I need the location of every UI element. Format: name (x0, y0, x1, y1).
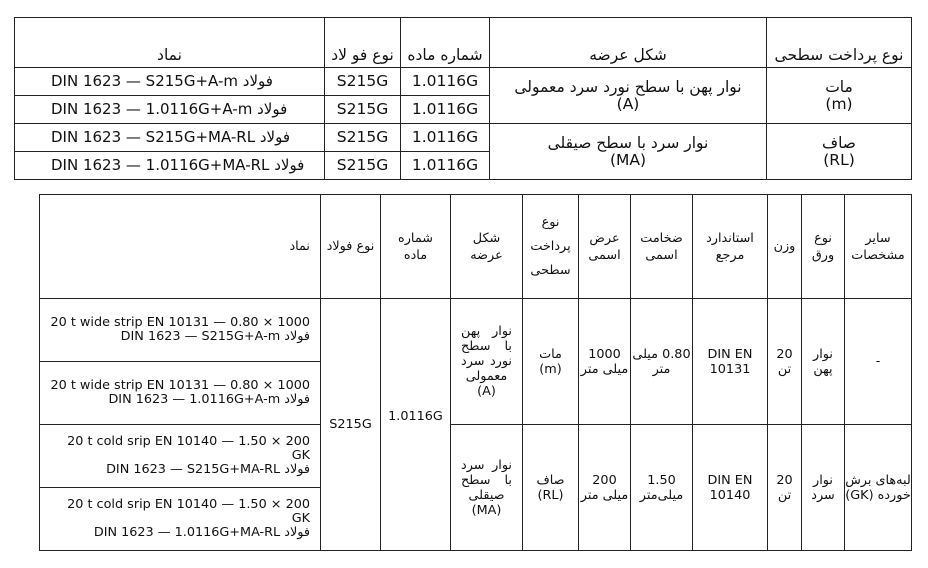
delivery-form-cell (490, 68, 767, 124)
surface-finish-code: (m) (825, 94, 853, 113)
symbol-designation: DIN 1623 — S215G+MA-RL (106, 462, 281, 477)
surface-finish-text: مات (539, 346, 562, 362)
header-other-specs: سایر مشخصات (845, 195, 912, 299)
order-specification-table (39, 194, 912, 551)
header-material-number: شماره ماده (401, 18, 490, 68)
symbol-cell (40, 299, 321, 362)
symbol-steel-word: فولاد (242, 72, 273, 90)
nominal-width-cell: 200 میلی متر (579, 425, 631, 551)
symbol-designation: DIN 1623 — 1.0116G+MA-RL (51, 156, 270, 174)
surface-finish-cell (767, 68, 912, 124)
sheet-type-cell: نوار پهن (802, 299, 845, 425)
reference-standard-cell: DIN EN 10131 (693, 299, 768, 425)
header-symbol: نماد (15, 18, 325, 68)
header-nominal-width: عرض اسمی (579, 195, 631, 299)
table-row (15, 68, 912, 96)
surface-finish-cell (523, 425, 579, 551)
symbol-steel-word: فولاد (259, 128, 291, 146)
weight-cell: 20 تن (768, 425, 802, 551)
surface-finish-text: مات (825, 77, 853, 96)
symbol-designation: DIN 1623 — S215G+A-m (51, 72, 238, 90)
table-row (40, 299, 912, 362)
surface-finish-text: صاف (536, 472, 565, 488)
symbol-order-line: 20 t cold srip EN 10140 — 1.50 × 200 GK (67, 497, 310, 526)
symbol-designation: DIN 1623 — 1.0116G+MA-RL (93, 525, 281, 540)
symbol-cell (15, 152, 325, 180)
symbol-designation-line (48, 526, 310, 540)
steel-type-cell: S215G (325, 68, 401, 96)
header-nominal-thickness: ضخامت اسمی (631, 195, 693, 299)
symbol-order-line: 20 t wide strip EN 10131 — 0.80 × 1000 (50, 378, 310, 393)
table-header-row (15, 18, 912, 68)
symbol-steel-word: فولاد (274, 156, 305, 174)
header-sheet-type: نوع ورق (802, 195, 845, 299)
symbol-designation: DIN 1623 — 1.0116G+A-m (51, 100, 253, 118)
symbol-designation: DIN 1623 — 1.0116G+A-m (108, 392, 281, 407)
nominal-width-cell: 1000 میلی متر (579, 299, 631, 425)
symbol-designation-line (48, 393, 310, 407)
header-surface-finish: نوع پرداخت سطحی (523, 195, 579, 299)
header-steel-type: نوع فولاد (321, 195, 381, 299)
other-specs-cell: لبه‌های برش خورده (GK) (845, 425, 912, 551)
header-surface-finish: نوع پرداخت سطحی (767, 18, 912, 68)
steel-type-cell: S215G (325, 96, 401, 124)
header-symbol: نماد (40, 195, 321, 299)
material-number-cell: 1.0116G (401, 96, 490, 124)
header-delivery-form: شکل عرضه (490, 18, 767, 68)
surface-finish-code: (RL) (537, 487, 564, 503)
surface-finish-code: (RL) (823, 150, 855, 169)
symbol-cell (15, 96, 325, 124)
delivery-form-cell (451, 425, 523, 551)
header-reference-standard: استاندارد مرجع (693, 195, 768, 299)
delivery-form-text: نوار سرد با سطح صیقلی (461, 457, 512, 503)
nominal-thickness-cell: 1.50 میلی‌متر (631, 425, 693, 551)
header-weight: وزن (768, 195, 802, 299)
material-number-cell: 1.0116G (381, 299, 451, 551)
symbol-cell (40, 425, 321, 488)
symbol-steel-word: فولاد (284, 525, 310, 540)
table-row (15, 124, 912, 152)
table-row (40, 425, 912, 488)
designation-summary-table (14, 17, 912, 180)
material-number-cell: 1.0116G (401, 124, 490, 152)
surface-finish-text: صاف (822, 133, 856, 152)
surface-finish-cell (523, 299, 579, 425)
delivery-form-code: (A) (616, 94, 640, 113)
surface-finish-cell (767, 124, 912, 180)
symbol-cell (15, 124, 325, 152)
other-specs-cell: - (845, 299, 912, 425)
symbol-designation: DIN 1623 — S215G+A-m (120, 329, 281, 344)
symbol-cell (40, 488, 321, 551)
nominal-thickness-cell: 0.80 میلی متر (631, 299, 693, 425)
delivery-form-text: نوار پهن با سطح نورد سرد معمولی (461, 324, 512, 384)
header-steel-type: نوع فو لاد (325, 18, 401, 68)
material-number-cell: 1.0116G (401, 68, 490, 96)
steel-type-cell: S215G (321, 299, 381, 551)
symbol-steel-word: فولاد (284, 329, 310, 344)
symbol-cell (15, 68, 325, 96)
symbol-steel-word: فولاد (284, 462, 310, 477)
symbol-order-line: 20 t wide strip EN 10131 — 0.80 × 1000 (50, 315, 310, 330)
delivery-form-cell (451, 299, 523, 425)
symbol-designation-line (48, 330, 310, 344)
header-material-number: شماره ماده (381, 195, 451, 299)
symbol-steel-word: فولاد (284, 392, 310, 407)
steel-type-cell: S215G (325, 152, 401, 180)
delivery-form-text: نوار پهن با سطح نورد سرد معمولی (514, 77, 742, 96)
symbol-order-line: 20 t cold srip EN 10140 — 1.50 × 200 GK (67, 434, 310, 463)
symbol-cell (40, 362, 321, 425)
delivery-form-code: (A) (477, 384, 496, 399)
symbol-designation-line (48, 463, 310, 477)
delivery-form-code: (MA) (471, 502, 502, 518)
steel-type-cell: S215G (325, 124, 401, 152)
delivery-form-cell (490, 124, 767, 180)
delivery-form-code: (MA) (609, 150, 647, 169)
weight-cell: 20 تن (768, 299, 802, 425)
material-number-cell: 1.0116G (401, 152, 490, 180)
table-header-row (40, 195, 912, 299)
header-delivery-form: شکل عرضه (451, 195, 523, 299)
delivery-form-text: نوار سرد با سطح صیقلی (547, 133, 709, 152)
sheet-type-cell: نوار سرد (802, 425, 845, 551)
reference-standard-cell: DIN EN 10140 (693, 425, 768, 551)
symbol-steel-word: فولاد (257, 100, 288, 118)
surface-finish-code: (m) (539, 361, 562, 377)
symbol-designation: DIN 1623 — S215G+MA-RL (51, 128, 256, 146)
